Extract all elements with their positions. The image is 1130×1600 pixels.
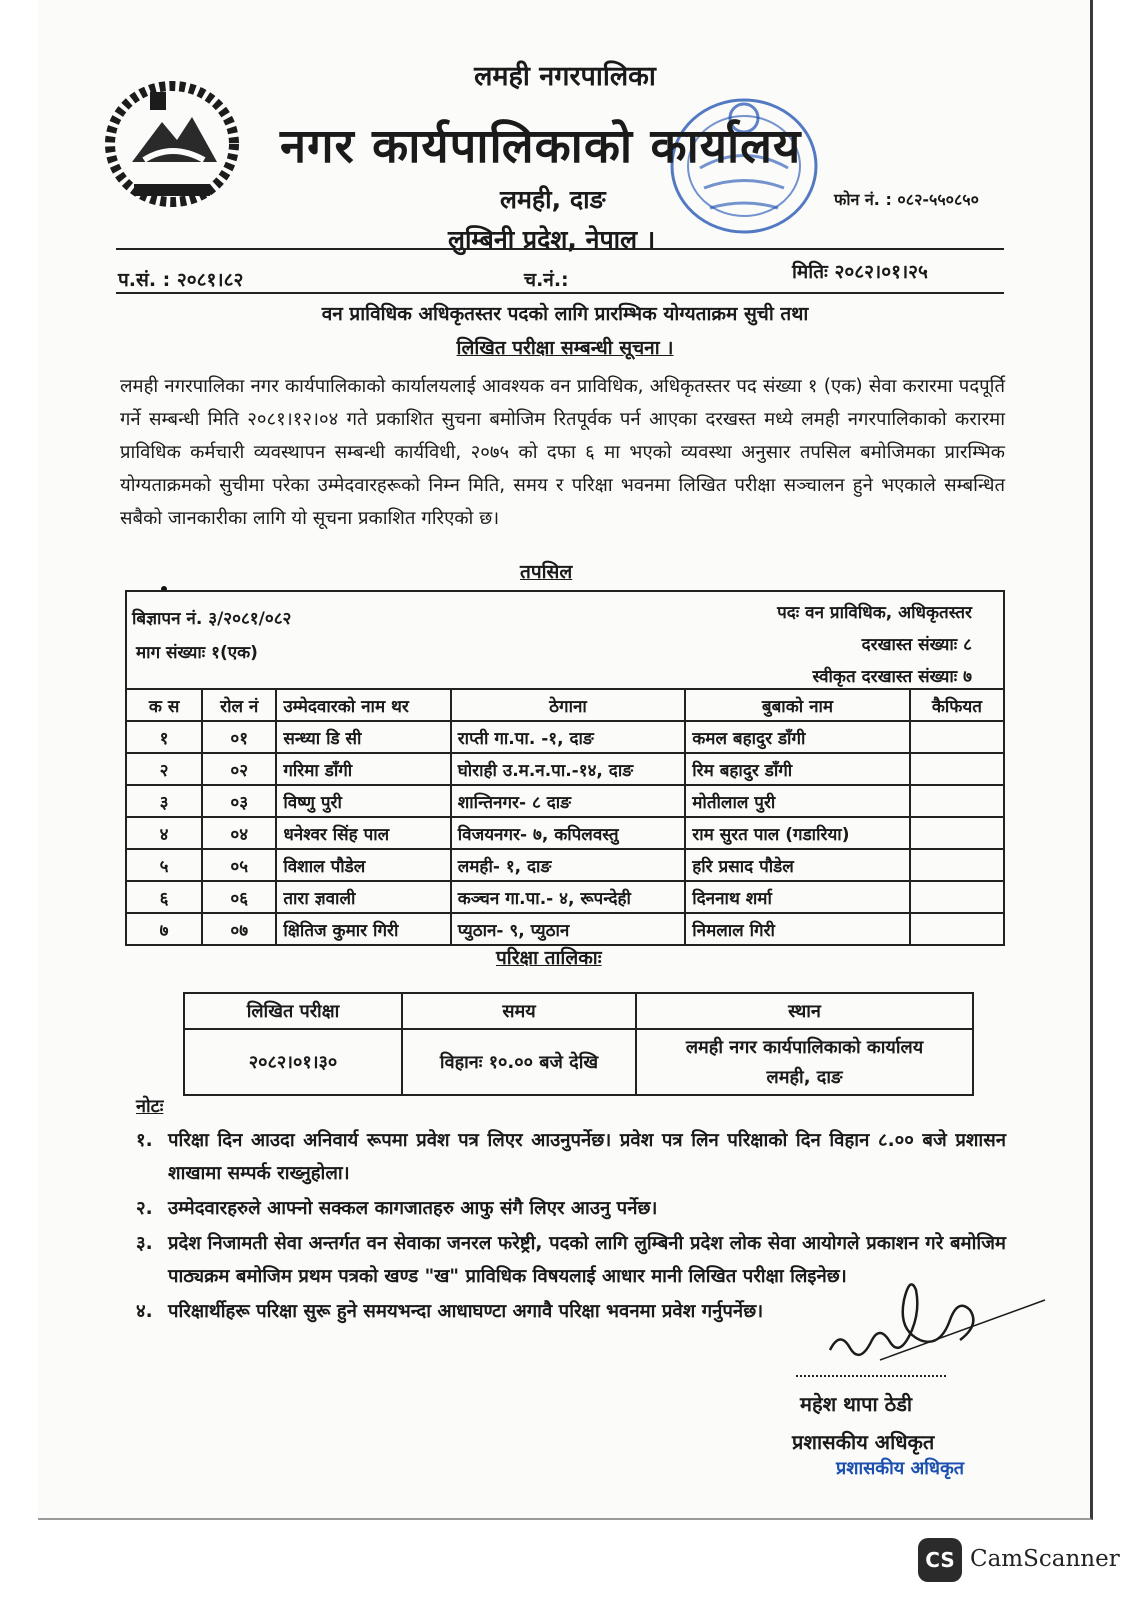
table-cell: लमही- १, दाङ: [451, 849, 686, 881]
office-province: लुम्बिनी प्रदेश, नेपाल ।: [448, 225, 656, 254]
exam-place-line-2: लमही, दाङ: [766, 1067, 843, 1088]
note-item: [136, 1192, 1006, 1225]
table-cell: कञ्चन गा.पा.- ४, रूपन्देही: [451, 881, 686, 913]
details-title: तपसिल: [520, 561, 573, 583]
table-cell: ०१: [202, 721, 276, 753]
subject-line-1: वन प्राविधिक अधिकृतस्तर पदको लागि प्रारम्भिक योग्यताक्रम सुची तथा: [321, 303, 809, 325]
post-name: पदः वन प्राविधिक, अधिकृतस्तर: [777, 603, 972, 623]
note-text: परिक्षा दिन आउदा अनिवार्य रूपमा प्रवेश पत्र लिएर आउनुपर्नेछ। प्रवेश पत्र लिन परिक्षाको दिन विहान ८.०० बजे प्रशासन शाखामा सम्पर्क राख्नुहोला।: [168, 1130, 1006, 1184]
column-header: स्थान: [636, 993, 973, 1029]
advertisement-number: बिज्ञापन नं. ३/२०८१/०८२: [132, 609, 292, 629]
table-cell: ०७: [202, 913, 276, 945]
exam-schedule-table: [183, 992, 974, 1096]
table-cell: १: [126, 721, 202, 753]
table-cell: रिम बहादुर डाँगी: [685, 753, 910, 785]
table-cell: ०६: [202, 881, 276, 913]
table-cell: मोतीलाल पुरी: [685, 785, 910, 817]
column-header: समय: [402, 993, 636, 1029]
table-cell: गरिमा डाँगी: [276, 753, 450, 785]
notice-body: लमही नगरपालिका नगर कार्यपालिकाको कार्यालयलाई आवश्यक वन प्राविधिक, अधिकृतस्तर पद संख्या १ (एक) सेवा करारमा पदपूर्ति गर्ने सम्बन्धी मिति २०८१।१२।०४ गते प्रकाशित सुचना बमोजिम रितपूर्वक पर्न आएका दरखस्त मध्ये लमही नगरपालिकाको करारमा प्राविधिक कर्मचारी व्यवस्थापन सम्बन्धी कार्यविधी, २०७५ को दफा ६ मा भएको व्यवस्था अनुसार तपसिल बमोजिमका प्रारम्भिक योग्यताक्रमको सुचीमा परेका उम्मेदवारहरूको निम्न मिति, समय र परिक्षा भवनमा लिखित परीक्षा सञ्चालन हुने भएकाले सम्बन्धित सबैको जानकारीका लागि यो सूचना प्रकाशित गरिएको छ।: [120, 376, 1005, 529]
column-header: कैफियत: [910, 689, 1004, 721]
table-cell: ०५: [202, 849, 276, 881]
office-city: लमही, दाङ: [500, 185, 606, 214]
note-text: उम्मेदवारहरुले आफ्नो सक्कल कागजातहरु आफु संगै लिएर आउनु पर्नेछ।: [168, 1198, 658, 1219]
table-cell: तारा ज्ञवाली: [276, 881, 450, 913]
table-row: [126, 881, 1004, 913]
camscanner-label: CamScanner: [970, 1546, 1120, 1572]
column-header: क स: [126, 689, 202, 721]
application-count: दरखास्त संख्याः ८: [861, 635, 972, 655]
table-cell: ४: [126, 817, 202, 849]
table-cell: राप्ती गा.पा. -१, दाङ: [451, 721, 686, 753]
exam-table-header: [184, 993, 973, 1029]
table-cell: निमलाल गिरी: [685, 913, 910, 945]
notes-title: नोटः: [136, 1096, 164, 1117]
demand-count: माग संख्याः १(एक): [136, 643, 258, 663]
reference-divider: [116, 292, 1004, 294]
candidate-table: [125, 688, 1005, 946]
exam-schedule-title: परिक्षा तालिकाः: [496, 947, 602, 969]
subject-line-2: लिखित परीक्षा सम्बन्धी सूचना ।: [456, 337, 674, 359]
exam-place: [636, 1029, 973, 1095]
note-number: ३.: [136, 1233, 153, 1254]
signer-title: प्रशासकीय अधिकृत: [792, 1430, 935, 1454]
table-cell: विशाल पौडेल: [276, 849, 450, 881]
candidate-table-header: [126, 689, 1004, 721]
exam-date: २०८२।०१।३०: [184, 1029, 402, 1095]
table-cell: हरि प्रसाद पौडेल: [685, 849, 910, 881]
column-header: बुबाको नाम: [685, 689, 910, 721]
table-cell: ६: [126, 881, 202, 913]
table-cell: ०२: [202, 753, 276, 785]
office-title: नगर कार्यपालिकाको कार्यालय: [280, 119, 802, 174]
table-cell: [910, 913, 1004, 945]
table-row: [126, 849, 1004, 881]
signature-line: [796, 1375, 946, 1377]
table-cell: [910, 785, 1004, 817]
note-number: १.: [136, 1130, 153, 1151]
table-cell: सन्ध्या डि सी: [276, 721, 450, 753]
table-row: [126, 785, 1004, 817]
signer-name: महेश थापा ठेडी: [800, 1392, 913, 1416]
table-cell: [910, 721, 1004, 753]
column-header: लिखित परीक्षा: [184, 993, 402, 1029]
handwritten-signature-icon: [820, 1270, 1050, 1390]
table-cell: प्युठान- ९, प्युठान: [451, 913, 686, 945]
table-cell: कमल बहादुर डाँगी: [685, 721, 910, 753]
note-text: परिक्षार्थीहरू परिक्षा सुरू हुने समयभन्दा आधाघण्टा अगावै परिक्षा भवनमा प्रवेश गर्नुपर्नेछ।: [168, 1301, 764, 1322]
nepal-emblem-icon: [92, 72, 252, 212]
table-cell: दिननाथ शर्मा: [685, 881, 910, 913]
accepted-application-count: स्वीकृत दरखास्त संख्याः ७: [812, 667, 972, 687]
table-cell: ७: [126, 913, 202, 945]
table-cell: धनेश्वर सिंह पाल: [276, 817, 450, 849]
table-cell: ५: [126, 849, 202, 881]
note-text: प्रदेश निजामती सेवा अन्तर्गत वन सेवाका जनरल फरेष्ट्री, पदको लागि लुम्बिनी प्रदेश लोक सेवा आयोगले प्रकाशन गरे बमोजिम पाठ्यक्रम बमोजिम प्रथम पत्रको खण्ड "ख" प्राविधिक विषयलाई आधार मानी लिखित परीक्षा लिइनेछ।: [168, 1233, 1006, 1287]
table-cell: विष्णु पुरी: [276, 785, 450, 817]
table-row: [126, 913, 1004, 945]
note-item: [136, 1124, 1006, 1190]
phone-number: फोन नं. : ०८२-५५०८५०: [834, 190, 979, 209]
table-cell: घोराही उ.म.न.पा.-१४, दाङ: [451, 753, 686, 785]
column-header: ठेगाना: [451, 689, 686, 721]
table-cell: [910, 881, 1004, 913]
table-cell: [910, 849, 1004, 881]
note-number: २.: [136, 1198, 153, 1219]
column-header: रोल नं: [202, 689, 276, 721]
table-row: [126, 817, 1004, 849]
note-number: ४.: [136, 1301, 153, 1322]
letter-date: मितिः २०८२।०१।२५: [792, 261, 928, 283]
table-cell: [910, 753, 1004, 785]
table-cell: विजयनगर- ७, कपिलवस्तु: [451, 817, 686, 849]
exam-time: विहानः १०.०० बजे देखि: [402, 1029, 636, 1095]
table-cell: २: [126, 753, 202, 785]
municipality-name: लमही नगरपालिका: [474, 61, 656, 92]
table-cell: ३: [126, 785, 202, 817]
dispatch-number: च.नं.:: [524, 269, 569, 291]
table-cell: राम सुरत पाल (गडारिया): [685, 817, 910, 849]
table-row: [126, 721, 1004, 753]
column-header: उम्मेदवारको नाम थर: [276, 689, 450, 721]
exam-place-line-1: लमही नगर कार्यपालिकाको कार्यालय: [685, 1037, 924, 1058]
table-cell: [910, 817, 1004, 849]
table-cell: क्षितिज कुमार गिरी: [276, 913, 450, 945]
table-cell: ०३: [202, 785, 276, 817]
table-cell: शान्तिनगर- ८ दाङ: [451, 785, 686, 817]
table-cell: ०४: [202, 817, 276, 849]
letter-number: प.सं. : २०८१।८२: [118, 269, 244, 291]
header-divider: [116, 248, 1004, 250]
exam-table-row: [184, 1029, 973, 1095]
signer-stamp: प्रशासकीय अधिकृत: [836, 1458, 965, 1479]
table-row: [126, 753, 1004, 785]
camscanner-logo-icon: CS: [918, 1538, 962, 1582]
